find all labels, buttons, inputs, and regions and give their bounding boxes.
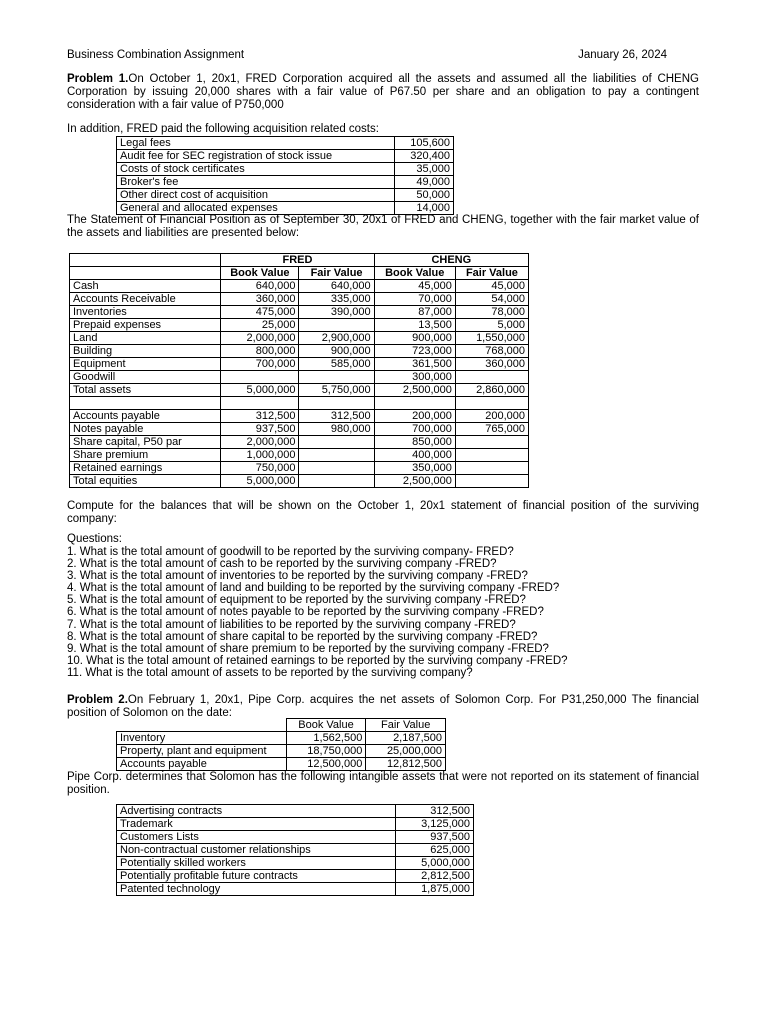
compute-text: Compute for the balances that will be shown on the October 1, 20x1 statement of financial position of the surviving company: <box>67 500 699 525</box>
cost-label: Broker's fee <box>117 176 395 189</box>
account-label: Cash <box>70 280 221 293</box>
problem2-label: Problem 2. <box>67 694 128 706</box>
amount-cell: 900,000 <box>374 332 455 345</box>
cost-label: Legal fees <box>117 137 395 150</box>
table-row <box>70 345 529 358</box>
amount-cell: 400,000 <box>374 449 455 462</box>
solomon-financial-table <box>116 718 446 771</box>
question-item: 6. What is the total amount of notes payable to be reported by the surviving company -FRED? <box>67 606 544 619</box>
amount-cell: 70,000 <box>374 293 455 306</box>
amount-cell: 980,000 <box>299 423 374 436</box>
doc-date: January 26, 2024 <box>578 49 667 61</box>
amount-cell <box>299 475 374 488</box>
amount-cell: 937,500 <box>221 423 299 436</box>
question-item: 11. What is the total amount of assets to be reported by the surviving company? <box>67 666 473 679</box>
table-row <box>70 293 529 306</box>
amount-cell <box>455 475 528 488</box>
amount-cell: 2,860,000 <box>455 384 528 397</box>
book-value-header: Book Value <box>374 267 455 280</box>
amount-cell: 45,000 <box>374 280 455 293</box>
amount-cell: 350,000 <box>374 462 455 475</box>
account-label: Property, plant and equipment <box>117 745 287 758</box>
empty-cell <box>70 254 221 267</box>
account-label: Retained earnings <box>70 462 221 475</box>
account-label: Accounts payable <box>70 410 221 423</box>
table-row <box>70 384 529 397</box>
amount-cell: 800,000 <box>221 345 299 358</box>
company-fred-header: FRED <box>221 254 374 267</box>
table-row <box>70 358 529 371</box>
question-item: 10. What is the total amount of retained earnings to be reported by the surviving company -FRED? <box>67 654 568 667</box>
amount-cell: 900,000 <box>299 345 374 358</box>
account-label: Equipment <box>70 358 221 371</box>
question-item: 7. What is the total amount of liabilities to be reported by the surviving company -FRED? <box>67 618 516 631</box>
amount-cell: 87,000 <box>374 306 455 319</box>
intangibles-table <box>116 804 474 896</box>
cost-value: 14,000 <box>394 202 453 215</box>
amount-cell: 54,000 <box>455 293 528 306</box>
intangible-label: Potentially skilled workers <box>117 857 396 870</box>
question-item: 8. What is the total amount of share capital to be reported by the surviving company -FRED? <box>67 630 538 643</box>
cost-value: 105,600 <box>394 137 453 150</box>
column-header-row <box>70 267 529 280</box>
cost-value: 35,000 <box>394 163 453 176</box>
amount-cell: 25,000,000 <box>366 745 446 758</box>
amount-cell: 765,000 <box>455 423 528 436</box>
amount-cell <box>299 462 374 475</box>
amount-cell: 640,000 <box>221 280 299 293</box>
intangible-label: Patented technology <box>117 883 396 896</box>
intangibles-text: Pipe Corp. determines that Solomon has the following intangible assets that were not reported on its statement of financial position. <box>67 771 699 796</box>
empty-cell <box>299 397 374 410</box>
table-row <box>70 475 529 488</box>
account-label: Notes payable <box>70 423 221 436</box>
amount-cell <box>455 449 528 462</box>
table-row <box>117 150 454 163</box>
question-item: 1. What is the total amount of goodwill to be reported by the surviving company- FRED? <box>67 546 514 558</box>
account-label: Land <box>70 332 221 345</box>
account-label: Prepaid expenses <box>70 319 221 332</box>
problem2-statement <box>67 694 699 720</box>
amount-cell <box>299 436 374 449</box>
intangible-value: 3,125,000 <box>396 818 474 831</box>
amount-cell: 45,000 <box>455 280 528 293</box>
intangible-value: 5,000,000 <box>396 857 474 870</box>
amount-cell: 12,500,000 <box>286 758 366 771</box>
amount-cell: 360,000 <box>455 358 528 371</box>
table-row <box>70 436 529 449</box>
amount-cell: 200,000 <box>374 410 455 423</box>
costs-intro: In addition, FRED paid the following acquisition related costs: <box>67 123 379 135</box>
amount-cell: 13,500 <box>374 319 455 332</box>
amount-cell <box>455 371 528 384</box>
amount-cell: 700,000 <box>221 358 299 371</box>
amount-cell: 12,812,500 <box>366 758 446 771</box>
account-label: Inventories <box>70 306 221 319</box>
amount-cell: 5,000 <box>455 319 528 332</box>
account-label: Total assets <box>70 384 221 397</box>
amount-cell: 312,500 <box>221 410 299 423</box>
intangible-label: Trademark <box>117 818 396 831</box>
fair-value-header: Fair Value <box>366 719 446 732</box>
account-label: Share capital, P50 par <box>70 436 221 449</box>
column-header-row <box>117 719 446 732</box>
amount-cell <box>299 449 374 462</box>
amount-cell: 18,750,000 <box>286 745 366 758</box>
table-row <box>70 449 529 462</box>
empty-cell <box>70 267 221 280</box>
questions-list <box>67 546 568 679</box>
amount-cell: 5,000,000 <box>221 475 299 488</box>
account-label: Goodwill <box>70 371 221 384</box>
intangible-value: 312,500 <box>396 805 474 818</box>
question-item: 5. What is the total amount of equipment to be reported by the surviving company -FRED? <box>67 594 526 607</box>
cost-value: 50,000 <box>394 189 453 202</box>
questions-label: Questions: <box>67 533 122 545</box>
amount-cell: 1,000,000 <box>221 449 299 462</box>
amount-cell: 700,000 <box>374 423 455 436</box>
intangible-value: 1,875,000 <box>396 883 474 896</box>
account-label: Total equities <box>70 475 221 488</box>
table-row <box>70 462 529 475</box>
table-row <box>117 163 454 176</box>
amount-cell: 335,000 <box>299 293 374 306</box>
amount-cell: 360,000 <box>221 293 299 306</box>
amount-cell <box>455 462 528 475</box>
intangible-label: Customers Lists <box>117 831 396 844</box>
amount-cell: 2,500,000 <box>374 475 455 488</box>
table-row <box>70 332 529 345</box>
problem1-text: On October 1, 20x1, FRED Corporation acquired all the assets and assumed all the liabilities of CHENG Corporation by issuing 20,000 shares with a fair value of P67.50 per share and an obligation to pay a contingent consideration with a fair value of P750,000 <box>67 73 699 111</box>
book-value-header: Book Value <box>286 719 366 732</box>
cost-label: Other direct cost of acquisition <box>117 189 395 202</box>
empty-cell <box>221 397 299 410</box>
question-item: 9. What is the total amount of share premium to be reported by the surviving company -FRED? <box>67 642 549 655</box>
amount-cell: 25,000 <box>221 319 299 332</box>
table-row <box>70 319 529 332</box>
intangible-value: 625,000 <box>396 844 474 857</box>
fair-value-header: Fair Value <box>455 267 528 280</box>
table-row <box>70 423 529 436</box>
table-row <box>117 137 454 150</box>
amount-cell: 390,000 <box>299 306 374 319</box>
amount-cell <box>455 436 528 449</box>
amount-cell: 2,900,000 <box>299 332 374 345</box>
table-row <box>70 280 529 293</box>
spacer-row <box>70 397 529 410</box>
question-item: 3. What is the total amount of inventories to be reported by the surviving company -FRED? <box>67 570 528 583</box>
amount-cell: 750,000 <box>221 462 299 475</box>
table-row <box>117 202 454 215</box>
financial-position-table <box>69 253 529 488</box>
table-row <box>117 745 446 758</box>
question-item: 2. What is the total amount of cash to be reported by the surviving company -FRED? <box>67 558 497 571</box>
table-row <box>117 844 474 857</box>
table-row <box>117 831 474 844</box>
amount-cell: 585,000 <box>299 358 374 371</box>
amount-cell: 850,000 <box>374 436 455 449</box>
amount-cell <box>299 319 374 332</box>
fair-value-header: Fair Value <box>299 267 374 280</box>
cost-label: Costs of stock certificates <box>117 163 395 176</box>
table-row <box>70 306 529 319</box>
account-label: Share premium <box>70 449 221 462</box>
empty-cell <box>455 397 528 410</box>
account-label: Inventory <box>117 732 287 745</box>
table-row <box>117 805 474 818</box>
table-row <box>70 371 529 384</box>
table-row <box>117 189 454 202</box>
amount-cell: 300,000 <box>374 371 455 384</box>
amount-cell: 768,000 <box>455 345 528 358</box>
table-row <box>117 857 474 870</box>
problem2-text: On February 1, 20x1, Pipe Corp. acquires the net assets of Solomon Corp. For P31,250,000 The financial position of Solomon on the date: <box>67 694 699 719</box>
amount-cell <box>221 371 299 384</box>
amount-cell: 5,000,000 <box>221 384 299 397</box>
empty-cell <box>374 397 455 410</box>
table-row <box>117 818 474 831</box>
company-cheng-header: CHENG <box>374 254 528 267</box>
cost-label: General and allocated expenses <box>117 202 395 215</box>
amount-cell: 5,750,000 <box>299 384 374 397</box>
cost-value: 320,400 <box>394 150 453 163</box>
amount-cell: 78,000 <box>455 306 528 319</box>
amount-cell: 2,000,000 <box>221 332 299 345</box>
problem1-label: Problem 1. <box>67 73 129 85</box>
book-value-header: Book Value <box>221 267 299 280</box>
amount-cell: 2,187,500 <box>366 732 446 745</box>
table-row <box>117 732 446 745</box>
intangible-label: Potentially profitable future contracts <box>117 870 396 883</box>
problem1-statement <box>67 73 699 112</box>
amount-cell: 1,562,500 <box>286 732 366 745</box>
amount-cell: 2,500,000 <box>374 384 455 397</box>
intangible-value: 2,812,500 <box>396 870 474 883</box>
doc-title: Business Combination Assignment <box>67 49 245 61</box>
amount-cell: 723,000 <box>374 345 455 358</box>
intangible-label: Advertising contracts <box>117 805 396 818</box>
cost-label: Audit fee for SEC registration of stock issue <box>117 150 395 163</box>
account-label: Accounts payable <box>117 758 287 771</box>
amount-cell: 475,000 <box>221 306 299 319</box>
amount-cell: 312,500 <box>299 410 374 423</box>
cost-value: 49,000 <box>394 176 453 189</box>
account-label: Building <box>70 345 221 358</box>
table-row <box>117 176 454 189</box>
table-row <box>117 870 474 883</box>
table-row <box>117 758 446 771</box>
empty-cell <box>117 719 287 732</box>
table-row <box>117 883 474 896</box>
acquisition-costs-table <box>116 136 454 215</box>
sfp-intro: The Statement of Financial Position as of September 30, 20x1 of FRED and CHENG, together with the fair market value of the assets and liabilities are presented below: <box>67 214 699 239</box>
amount-cell: 361,500 <box>374 358 455 371</box>
empty-cell <box>70 397 221 410</box>
amount-cell: 640,000 <box>299 280 374 293</box>
amount-cell <box>299 371 374 384</box>
amount-cell: 2,000,000 <box>221 436 299 449</box>
amount-cell: 1,550,000 <box>455 332 528 345</box>
amount-cell: 200,000 <box>455 410 528 423</box>
question-item: 4. What is the total amount of land and building to be reported by the surviving company -FRED? <box>67 582 560 595</box>
table-row <box>70 410 529 423</box>
company-header-row <box>70 254 529 267</box>
intangible-label: Non-contractual customer relationships <box>117 844 396 857</box>
account-label: Accounts Receivable <box>70 293 221 306</box>
intangible-value: 937,500 <box>396 831 474 844</box>
